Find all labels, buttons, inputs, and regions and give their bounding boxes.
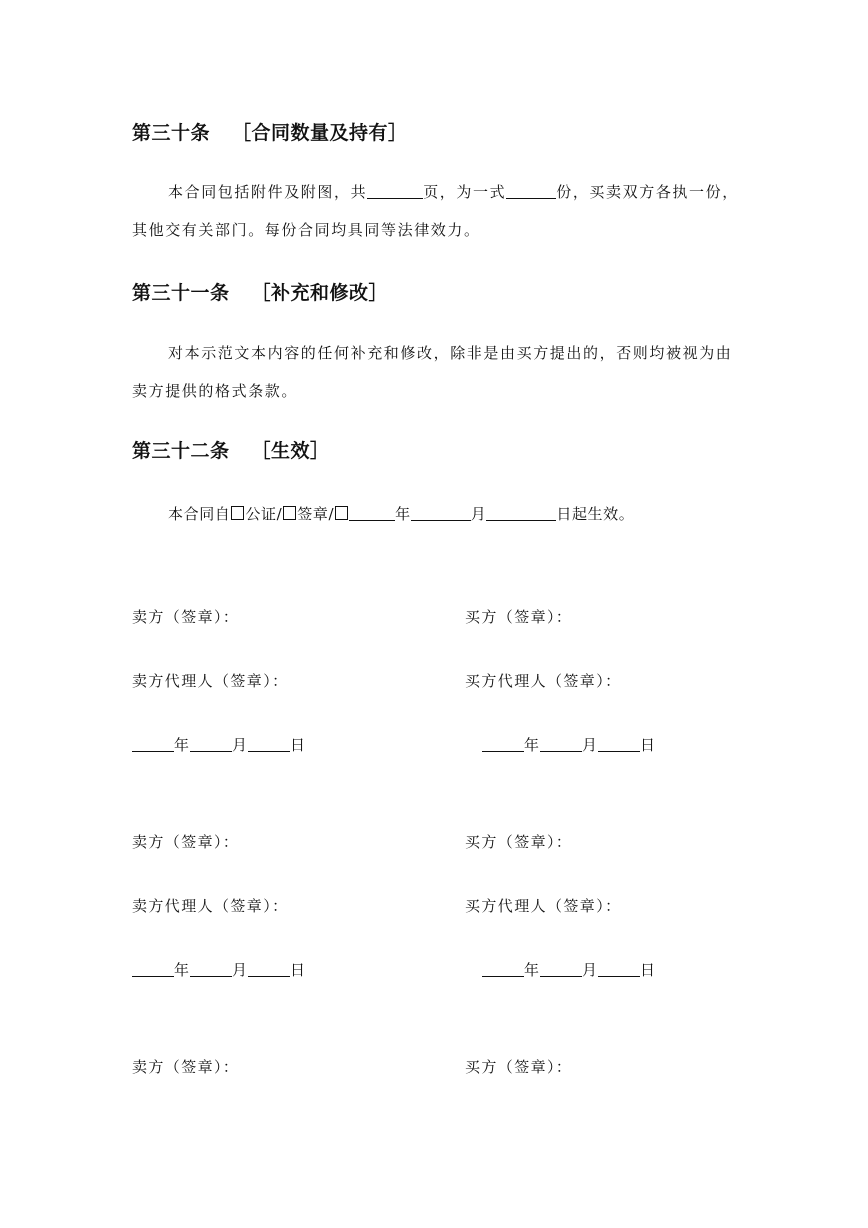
blank-year	[132, 735, 174, 752]
year-label: 年	[174, 736, 191, 754]
blank-pages	[367, 182, 423, 199]
blank-day	[486, 504, 556, 521]
article-30-text-c: 份，买卖双方各执一份，其他交有关部门。每份合同均具同等法律效力。	[132, 183, 739, 239]
article-31-number: 第三十一条	[132, 282, 230, 304]
day-label: 日	[640, 961, 657, 979]
blank-month	[411, 504, 471, 521]
buyer-date-line	[482, 734, 656, 755]
article-30-title: ［合同数量及持有］	[232, 122, 408, 144]
seller-date-line	[132, 959, 306, 980]
blank-month	[190, 735, 232, 752]
seller-date-line	[132, 734, 306, 755]
article-32-text	[132, 495, 742, 533]
month-label: 月	[470, 505, 487, 523]
seller-signature-label: 卖方（签章）：	[132, 608, 240, 626]
buyer-signature-label: 买方（签章）：	[465, 1058, 573, 1076]
year-label: 年	[524, 736, 541, 754]
article-30-number: 第三十条	[132, 122, 211, 144]
month-label: 月	[582, 736, 599, 754]
buyer-signature-label: 买方（签章）：	[465, 608, 573, 626]
day-label: 日	[640, 736, 657, 754]
seller-signature-label: 卖方（签章）：	[132, 1058, 240, 1076]
buyer-signature-label: 买方（签章）：	[465, 833, 573, 851]
option-notarize-label: 公证/	[245, 505, 283, 523]
seller-signature-label: 卖方（签章）：	[132, 833, 240, 851]
blank-month	[190, 960, 232, 977]
seller-agent-signature-label: 卖方代理人（签章）：	[132, 897, 289, 915]
seller-agent-signature-label: 卖方代理人（签章）：	[132, 672, 289, 690]
article-31-text: 对本示范文本内容的任何补充和修改，除非是由买方提出的，否则均被视为由卖方提供的格式条款。	[132, 344, 733, 400]
blank-day	[248, 735, 290, 752]
option-sign-label: 签章/	[297, 505, 335, 523]
blank-copies	[506, 182, 556, 199]
month-label: 月	[582, 961, 599, 979]
blank-year	[349, 504, 395, 521]
blank-month	[540, 735, 582, 752]
article-31-title: ［补充和修改］	[251, 282, 389, 304]
article-32-text-a: 本合同自	[168, 505, 231, 523]
blank-year	[482, 960, 524, 977]
year-label: 年	[524, 961, 541, 979]
article-30-text-a: 本合同包括附件及附图，共	[168, 183, 368, 201]
month-label: 月	[232, 961, 249, 979]
day-label: 日	[290, 961, 307, 979]
buyer-agent-signature-label: 买方代理人（签章）：	[465, 897, 622, 915]
article-30-heading	[132, 118, 408, 145]
blank-day	[598, 735, 640, 752]
article-32-title: ［生效］	[251, 440, 330, 462]
checkbox-sign[interactable]	[283, 506, 296, 520]
day-label: 日	[290, 736, 307, 754]
blank-day	[598, 960, 640, 977]
article-32-number: 第三十二条	[132, 440, 230, 462]
year-label: 年	[395, 505, 411, 523]
year-label: 年	[174, 961, 191, 979]
article-30-text-b: 页，为一式	[423, 183, 507, 201]
article-32-heading	[132, 436, 330, 463]
blank-year	[482, 735, 524, 752]
blank-day	[248, 960, 290, 977]
blank-year	[132, 960, 174, 977]
month-label: 月	[232, 736, 249, 754]
buyer-date-line	[482, 959, 656, 980]
article-30-text	[132, 173, 742, 249]
blank-month	[540, 960, 582, 977]
checkbox-date[interactable]	[335, 506, 348, 520]
article-31-heading	[132, 278, 388, 305]
buyer-agent-signature-label: 买方代理人（签章）：	[465, 672, 622, 690]
effective-text: 日起生效。	[556, 505, 635, 523]
checkbox-notarize[interactable]	[231, 506, 244, 520]
